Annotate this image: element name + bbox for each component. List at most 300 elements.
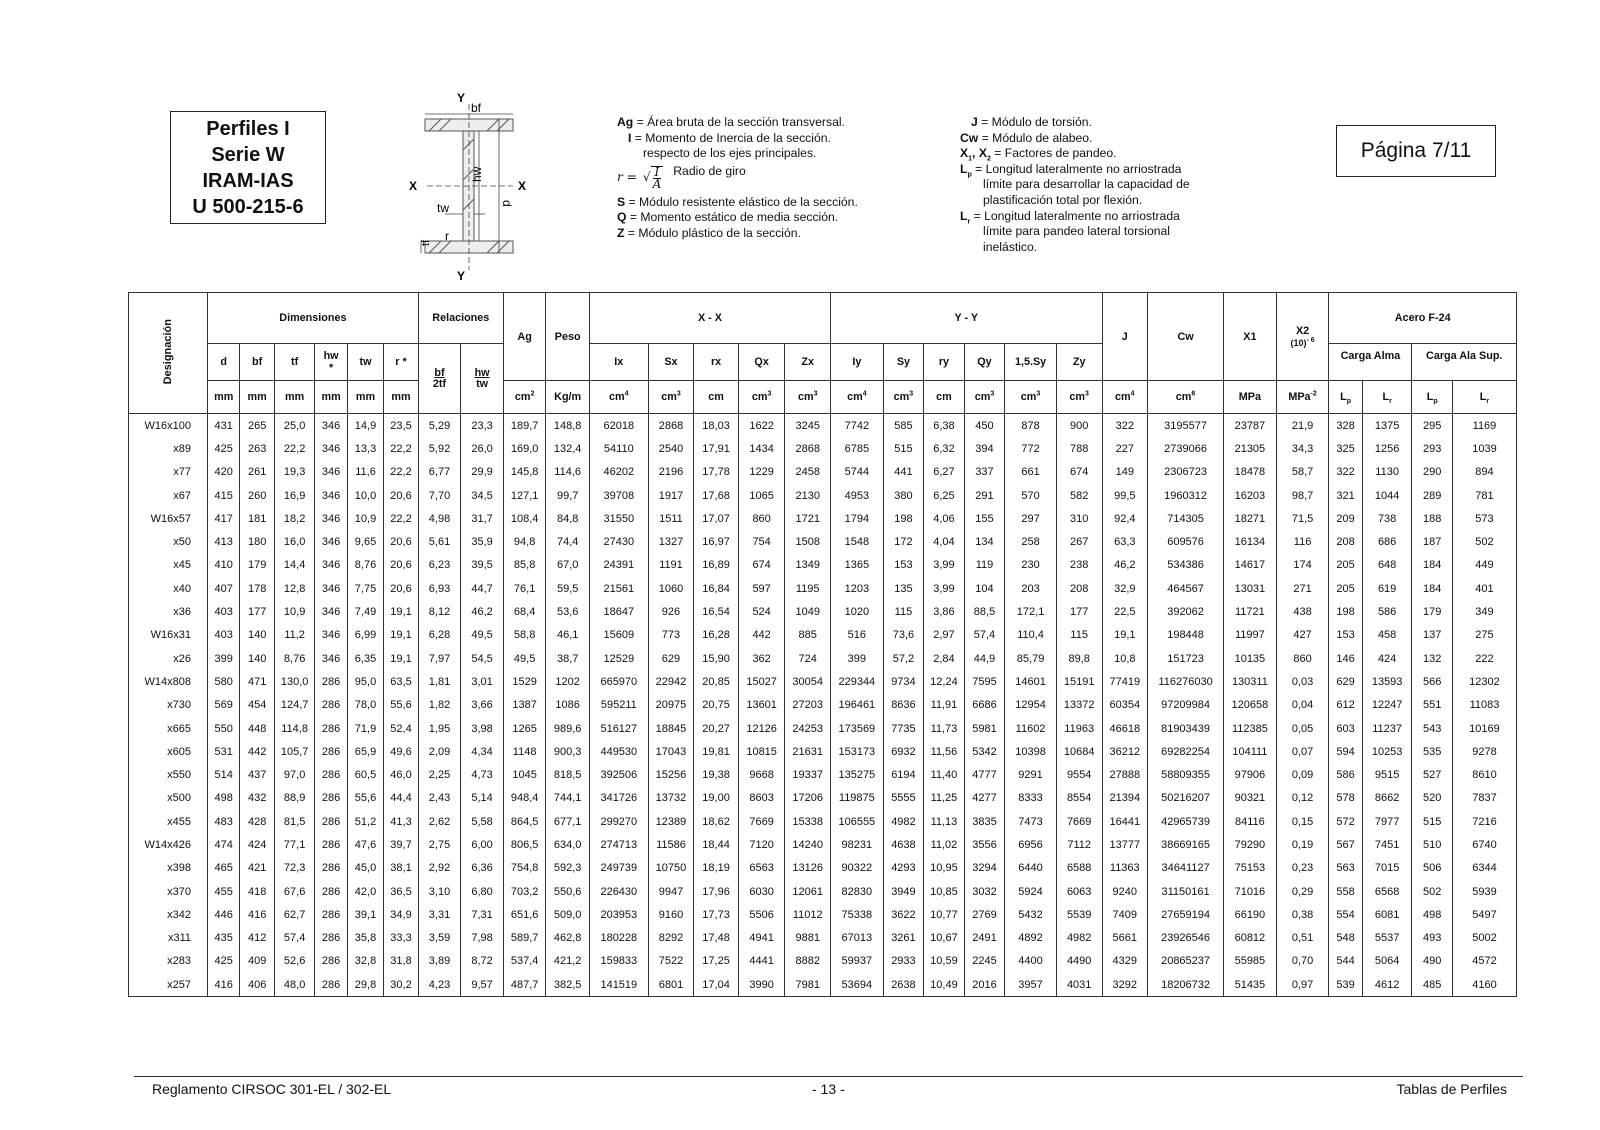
- table-cell: 2540: [648, 437, 694, 460]
- table-cell: 3292: [1102, 973, 1148, 997]
- legend-lp: $L_p$ = Longitud lateralmente no arriostrada: [960, 161, 1182, 179]
- table-cell: 9160: [648, 903, 694, 926]
- table-cell: 78,0: [347, 694, 383, 717]
- table-cell: 22,5: [1102, 600, 1148, 623]
- table-cell: 21,9: [1276, 414, 1329, 438]
- table-row: [129, 973, 1517, 997]
- row-designation: x605: [129, 740, 208, 763]
- header-lr-alma: $L_r$: [1362, 381, 1412, 414]
- table-cell: 13372: [1056, 694, 1102, 717]
- header-relaciones: Relaciones: [418, 293, 503, 344]
- table-cell: 188: [1412, 507, 1453, 530]
- table-cell: 12302: [1452, 670, 1516, 693]
- unit-qy: $cm^3$: [964, 381, 1005, 414]
- header-ix: Ix: [589, 344, 648, 381]
- table-cell: 20865237: [1148, 950, 1224, 973]
- table-row: [129, 857, 1517, 880]
- table-cell: 442: [738, 624, 785, 647]
- table-cell: 4441: [738, 950, 785, 973]
- table-cell: 550: [208, 717, 240, 740]
- table-cell: 566: [1412, 670, 1453, 693]
- legend-lr: $L_r$ = Longitud lateralmente no arriostrada: [960, 208, 1180, 225]
- table-cell: 738: [1362, 507, 1412, 530]
- table-cell: 592,3: [546, 857, 590, 880]
- table-cell: 2,97: [924, 624, 965, 647]
- table-cell: 67,0: [546, 554, 590, 577]
- table-cell: 6563: [738, 857, 785, 880]
- table-cell: 6801: [648, 973, 694, 997]
- table-row: [129, 763, 1517, 786]
- table-cell: 415: [208, 484, 240, 507]
- table-cell: 1365: [831, 554, 884, 577]
- table-cell: 3,66: [461, 694, 504, 717]
- table-cell: 597: [738, 577, 785, 600]
- title-line-2: Serie W: [211, 143, 285, 166]
- table-cell: 8636: [883, 694, 924, 717]
- table-cell: 46202: [589, 461, 648, 484]
- table-cell: 860: [1276, 647, 1329, 670]
- table-cell: 172: [883, 530, 924, 553]
- table-cell: 5342: [964, 740, 1005, 763]
- table-cell: 17,07: [694, 507, 739, 530]
- table-cell: 177: [240, 600, 274, 623]
- table-cell: 527: [1412, 763, 1453, 786]
- table-cell: 407: [208, 577, 240, 600]
- table-cell: 412: [240, 927, 274, 950]
- table-cell: 10,59: [924, 950, 965, 973]
- table-cell: 6063: [1056, 880, 1102, 903]
- table-cell: 4982: [883, 810, 924, 833]
- table-cell: 558: [1329, 880, 1362, 903]
- unit-j: $cm^4$: [1102, 381, 1148, 414]
- table-cell: 328: [1329, 414, 1362, 438]
- table-cell: 18,44: [694, 833, 739, 856]
- table-cell: 0,23: [1276, 857, 1329, 880]
- table-cell: 724: [785, 647, 831, 670]
- table-cell: 16,54: [694, 600, 739, 623]
- table-cell: 13031: [1224, 577, 1277, 600]
- table-cell: 286: [315, 694, 347, 717]
- table-cell: 346: [315, 577, 347, 600]
- table-cell: 209: [1329, 507, 1362, 530]
- table-cell: 21561: [589, 577, 648, 600]
- table-cell: 74,4: [546, 530, 590, 553]
- table-cell: 271: [1276, 577, 1329, 600]
- table-cell: 1,82: [418, 694, 461, 717]
- table-cell: 7,98: [461, 927, 504, 950]
- table-cell: 44,4: [384, 787, 418, 810]
- table-cell: 11363: [1102, 857, 1148, 880]
- table-cell: 595211: [589, 694, 648, 717]
- legend-lr-cont1: límite para pandeo lateral torsional: [983, 224, 1170, 239]
- table-cell: 1148: [503, 740, 546, 763]
- table-cell: 431: [208, 414, 240, 438]
- table-cell: 34,9: [384, 903, 418, 926]
- table-cell: 36,5: [384, 880, 418, 903]
- table-cell: 11,73: [924, 717, 965, 740]
- table-cell: 0,07: [1276, 740, 1329, 763]
- row-designation: x455: [129, 810, 208, 833]
- figure-label-hw: hw: [470, 166, 484, 182]
- table-cell: 464567: [1148, 577, 1224, 600]
- table-cell: 50216207: [1148, 787, 1224, 810]
- table-row: [129, 414, 1517, 438]
- table-cell: 6,23: [418, 554, 461, 577]
- table-cell: 5,61: [418, 530, 461, 553]
- table-cell: 76,1: [503, 577, 546, 600]
- table-cell: 674: [738, 554, 785, 577]
- table-cell: 0,12: [1276, 787, 1329, 810]
- table-cell: 19,3: [274, 461, 315, 484]
- table-cell: 7409: [1102, 903, 1148, 926]
- table-cell: 1548: [831, 530, 884, 553]
- table-cell: 55,6: [384, 694, 418, 717]
- table-cell: 5939: [1452, 880, 1516, 903]
- table-cell: 6,38: [924, 414, 965, 438]
- table-cell: 594: [1329, 740, 1362, 763]
- table-cell: 12126: [738, 717, 785, 740]
- table-cell: 4,04: [924, 530, 965, 553]
- table-cell: 44,7: [461, 577, 504, 600]
- table-cell: 112385: [1224, 717, 1277, 740]
- unit-zy: $cm^3$: [1056, 381, 1102, 414]
- table-cell: 90321: [1224, 787, 1277, 810]
- table-cell: 483: [208, 810, 240, 833]
- table-cell: 665970: [589, 670, 648, 693]
- unit-rx: cm: [694, 381, 739, 414]
- table-cell: 5497: [1452, 903, 1516, 926]
- table-cell: 97209984: [1148, 694, 1224, 717]
- i-profile-figure: [409, 90, 560, 283]
- table-cell: 1229: [738, 461, 785, 484]
- table-cell: 686: [1362, 530, 1412, 553]
- header-designacion: Designación: [129, 293, 208, 414]
- table-cell: 12061: [785, 880, 831, 903]
- table-cell: 155: [964, 507, 1005, 530]
- table-cell: 114,6: [546, 461, 590, 484]
- table-cell: 11586: [648, 833, 694, 856]
- table-cell: 421,2: [546, 950, 590, 973]
- table-cell: 4293: [883, 857, 924, 880]
- table-cell: 586: [1362, 600, 1412, 623]
- figure-label-x-right: X: [518, 179, 527, 193]
- table-cell: 181: [240, 507, 274, 530]
- table-cell: 12389: [648, 810, 694, 833]
- table-cell: 42965739: [1148, 810, 1224, 833]
- table-cell: 105,7: [274, 740, 315, 763]
- table-cell: 11,56: [924, 740, 965, 763]
- table-cell: 1375: [1362, 414, 1412, 438]
- table-cell: 18478: [1224, 461, 1277, 484]
- table-cell: 1256: [1362, 437, 1412, 460]
- table-cell: 19,1: [384, 600, 418, 623]
- table-cell: 47,6: [347, 833, 383, 856]
- table-cell: 227: [1102, 437, 1148, 460]
- table-cell: 203953: [589, 903, 648, 926]
- header-rel-bf-2tf: $\frac{bf}{2tf}$: [418, 344, 461, 414]
- table-cell: 4777: [964, 763, 1005, 786]
- table-cell: 16441: [1102, 810, 1148, 833]
- table-cell: 196461: [831, 694, 884, 717]
- header-iy: Iy: [831, 344, 884, 381]
- table-cell: 19,00: [694, 787, 739, 810]
- table-cell: 15191: [1056, 670, 1102, 693]
- table-row: [129, 694, 1517, 717]
- table-cell: 502: [1452, 530, 1516, 553]
- table-cell: 208: [1056, 577, 1102, 600]
- table-cell: 177: [1056, 600, 1102, 623]
- table-cell: 49,6: [384, 740, 418, 763]
- table-cell: 9240: [1102, 880, 1148, 903]
- row-designation: x398: [129, 857, 208, 880]
- table-cell: 98231: [831, 833, 884, 856]
- table-cell: 57,4: [274, 927, 315, 950]
- table-cell: 0,05: [1276, 717, 1329, 740]
- table-cell: 582: [1056, 484, 1102, 507]
- table-cell: 179: [1412, 600, 1453, 623]
- legend-r: r = √ I A Radio de giro: [617, 164, 746, 192]
- table-cell: 17,96: [694, 880, 739, 903]
- legend-z: Z = Módulo plástico de la sección.: [617, 225, 801, 240]
- table-cell: 208: [1329, 530, 1362, 553]
- table-cell: 198: [883, 507, 924, 530]
- row-designation: W16x31: [129, 624, 208, 647]
- table-cell: 1,81: [418, 670, 461, 693]
- header-acero: Acero F-24: [1329, 293, 1517, 344]
- row-designation: W14x426: [129, 833, 208, 856]
- table-cell: 4490: [1056, 950, 1102, 973]
- table-cell: 3032: [964, 880, 1005, 903]
- table-cell: 15338: [785, 810, 831, 833]
- table-cell: 174: [1276, 554, 1329, 577]
- table-cell: 510: [1412, 833, 1453, 856]
- table-cell: 20,27: [694, 717, 739, 740]
- table-cell: 299270: [589, 810, 648, 833]
- table-cell: 346: [315, 624, 347, 647]
- table-cell: 413: [208, 530, 240, 553]
- table-cell: 2638: [883, 973, 924, 997]
- table-cell: 4031: [1056, 973, 1102, 997]
- table-cell: 9278: [1452, 740, 1516, 763]
- table-cell: 1049: [785, 600, 831, 623]
- table-cell: 32,9: [1102, 577, 1148, 600]
- table-cell: 119875: [831, 787, 884, 810]
- header-tf: tf: [274, 344, 315, 381]
- table-row: [129, 437, 1517, 460]
- table-cell: 17,78: [694, 461, 739, 484]
- table-cell: 1794: [831, 507, 884, 530]
- table-cell: 474: [208, 833, 240, 856]
- table-cell: 226430: [589, 880, 648, 903]
- table-cell: 39,1: [347, 903, 383, 926]
- table-cell: 82830: [831, 880, 884, 903]
- table-cell: 346: [315, 647, 347, 670]
- table-cell: 99,7: [546, 484, 590, 507]
- table-cell: 9881: [785, 927, 831, 950]
- table-row: [129, 810, 1517, 833]
- table-row: [129, 461, 1517, 484]
- table-cell: 3,99: [924, 577, 965, 600]
- row-designation: x500: [129, 787, 208, 810]
- table-cell: 0,97: [1276, 973, 1329, 997]
- header-r: r *: [384, 344, 418, 381]
- figure-label-r: r: [445, 229, 449, 243]
- table-cell: 563: [1329, 857, 1362, 880]
- title-box: [170, 111, 326, 224]
- table-cell: 6686: [964, 694, 1005, 717]
- table-cell: 2196: [648, 461, 694, 484]
- table-cell: 2739066: [1148, 437, 1224, 460]
- table-cell: 55,6: [347, 787, 383, 810]
- table-cell: 23787: [1224, 414, 1277, 438]
- table-cell: 205: [1329, 577, 1362, 600]
- table-cell: 401: [1452, 577, 1516, 600]
- table-cell: 104111: [1224, 740, 1277, 763]
- table-cell: 69282254: [1148, 740, 1224, 763]
- table-cell: 3,01: [461, 670, 504, 693]
- table-cell: 124,7: [274, 694, 315, 717]
- unit-d: mm: [208, 381, 240, 414]
- table-cell: 71,9: [347, 717, 383, 740]
- table-cell: 58,7: [1276, 461, 1329, 484]
- row-designation: x67: [129, 484, 208, 507]
- table-row: [129, 717, 1517, 740]
- table-cell: 6,77: [418, 461, 461, 484]
- table-cell: 8662: [1362, 787, 1412, 810]
- table-cell: 3,59: [418, 927, 461, 950]
- table-cell: 448: [240, 717, 274, 740]
- table-cell: 11012: [785, 903, 831, 926]
- table-cell: 67013: [831, 927, 884, 950]
- table-cell: 428: [240, 810, 274, 833]
- table-cell: 151723: [1148, 647, 1224, 670]
- header-lp-alma: $L_p$: [1329, 381, 1362, 414]
- table-cell: 18,62: [694, 810, 739, 833]
- table-cell: 46618: [1102, 717, 1148, 740]
- table-cell: 442: [240, 740, 274, 763]
- unit-qx: $cm^3$: [738, 381, 785, 414]
- row-designation: x40: [129, 577, 208, 600]
- header-j: J: [1102, 293, 1148, 381]
- table-cell: 346: [315, 554, 347, 577]
- table-cell: 1044: [1362, 484, 1412, 507]
- table-cell: 1721: [785, 507, 831, 530]
- table-cell: 3,86: [924, 600, 965, 623]
- table-cell: 603: [1329, 717, 1362, 740]
- table-cell: 95,0: [347, 670, 383, 693]
- table-cell: 629: [648, 647, 694, 670]
- table-cell: 20975: [648, 694, 694, 717]
- table-cell: 59937: [831, 950, 884, 973]
- table-cell: 23,5: [384, 414, 418, 438]
- table-cell: 421: [240, 857, 274, 880]
- table-cell: 346: [315, 414, 347, 438]
- unit-ix: $cm^4$: [589, 381, 648, 414]
- table-cell: 46,0: [384, 763, 418, 786]
- table-cell: 9,57: [461, 973, 504, 997]
- table-cell: 5661: [1102, 927, 1148, 950]
- table-cell: 0,15: [1276, 810, 1329, 833]
- table-cell: 894: [1452, 461, 1516, 484]
- table-cell: 15027: [738, 670, 785, 693]
- table-cell: 1917: [648, 484, 694, 507]
- table-cell: 425: [208, 950, 240, 973]
- table-cell: 10815: [738, 740, 785, 763]
- table-cell: 322: [1102, 414, 1148, 438]
- table-cell: 120658: [1224, 694, 1277, 717]
- table-cell: 514: [208, 763, 240, 786]
- table-cell: 772: [1005, 437, 1057, 460]
- table-cell: 516: [831, 624, 884, 647]
- table-cell: 550,6: [546, 880, 590, 903]
- table-cell: 230: [1005, 554, 1057, 577]
- table-cell: 6956: [1005, 833, 1057, 856]
- table-cell: 16,0: [274, 530, 315, 553]
- table-cell: 578: [1329, 787, 1362, 810]
- table-cell: 438: [1276, 600, 1329, 623]
- row-designation: x50: [129, 530, 208, 553]
- table-cell: 19,81: [694, 740, 739, 763]
- table-cell: 570: [1005, 484, 1057, 507]
- table-cell: 612: [1329, 694, 1362, 717]
- table-cell: 10135: [1224, 647, 1277, 670]
- table-cell: 104: [964, 577, 1005, 600]
- legend-lp-cont2: plastificación total por flexión.: [983, 192, 1143, 207]
- table-cell: 75153: [1224, 857, 1277, 880]
- table-cell: 10,9: [347, 507, 383, 530]
- table-cell: 609576: [1148, 530, 1224, 553]
- table-cell: 5555: [883, 787, 924, 810]
- table-cell: 3990: [738, 973, 785, 997]
- footer-page-number: - 13 -: [812, 1081, 845, 1097]
- table-cell: 222: [1452, 647, 1516, 670]
- table-cell: 13593: [1362, 670, 1412, 693]
- table-cell: 10,67: [924, 927, 965, 950]
- row-designation: x311: [129, 927, 208, 950]
- unit-r: mm: [384, 381, 418, 414]
- row-designation: x283: [129, 950, 208, 973]
- table-cell: 380: [883, 484, 924, 507]
- table-cell: 2,75: [418, 833, 461, 856]
- table-cell: 432: [240, 787, 274, 810]
- figure-label-tf: tf: [420, 239, 432, 246]
- table-row: [129, 787, 1517, 810]
- table-cell: 17,48: [694, 927, 739, 950]
- table-cell: 572: [1329, 810, 1362, 833]
- table-cell: 585: [883, 414, 924, 438]
- table-cell: 19,1: [384, 647, 418, 670]
- table-cell: 31,7: [461, 507, 504, 530]
- table-cell: 8,76: [274, 647, 315, 670]
- table-cell: 5981: [964, 717, 1005, 740]
- table-cell: 509,0: [546, 903, 590, 926]
- table-cell: 14617: [1224, 554, 1277, 577]
- table-cell: 20,6: [384, 530, 418, 553]
- table-cell: 17,73: [694, 903, 739, 926]
- table-cell: 198: [1329, 600, 1362, 623]
- table-cell: 30,2: [384, 973, 418, 997]
- table-cell: 11997: [1224, 624, 1277, 647]
- table-cell: 9291: [1005, 763, 1057, 786]
- table-cell: 2,43: [418, 787, 461, 810]
- row-designation: x665: [129, 717, 208, 740]
- table-cell: 589,7: [503, 927, 546, 950]
- table-cell: 8,12: [418, 600, 461, 623]
- table-cell: 0,38: [1276, 903, 1329, 926]
- table-cell: 7977: [1362, 810, 1412, 833]
- table-cell: 6,28: [418, 624, 461, 647]
- table-cell: 4638: [883, 833, 924, 856]
